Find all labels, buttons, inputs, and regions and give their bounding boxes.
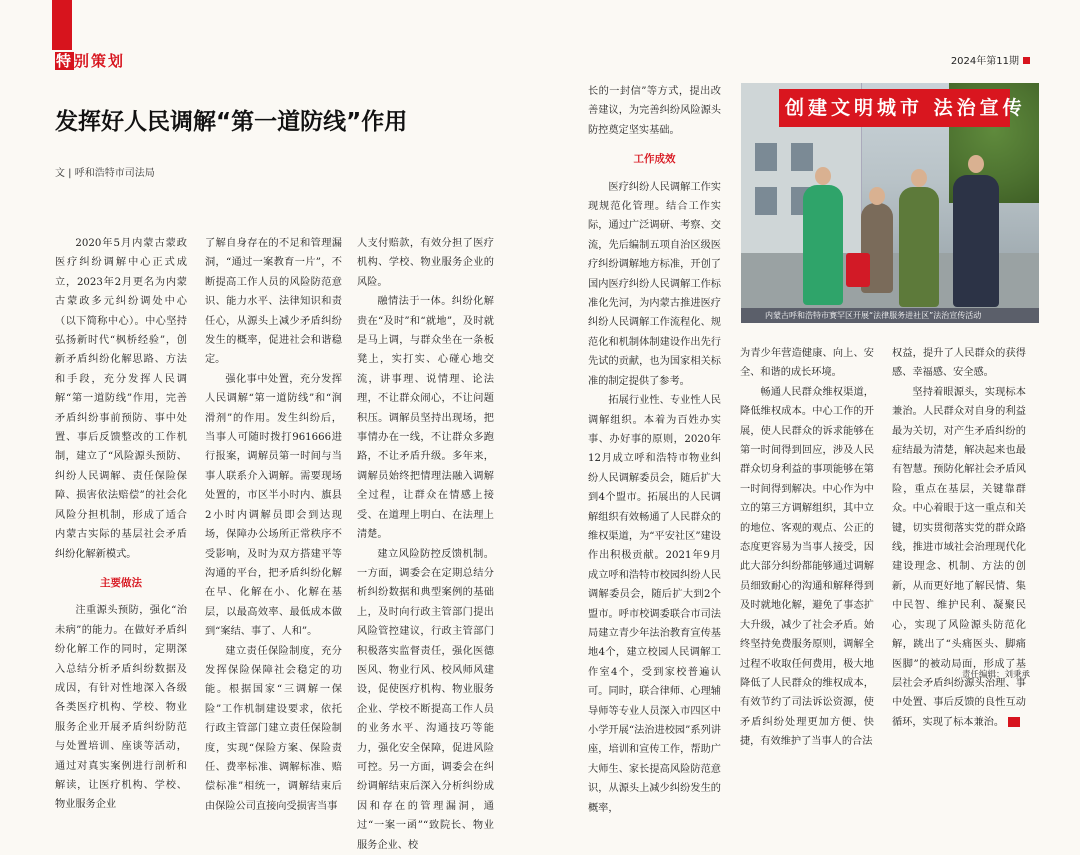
paragraph: 融情法于一体。纠纷化解贵在“及时”和“就地”，及时就是马上调，与群众坐在一条板凳上，实打实、心碰心地交流，讲事理、说情理、论法理，不让群众闹心，不让问题积压。调解员坚持出现场，把事情办在一线，不让群众多跑路，不让矛盾升级。多年来，调解员始终把情理法融入调解全过程，让群众在情感上接受、在道理上明白、在法理上清楚。 bbox=[357, 292, 494, 544]
photo-window bbox=[791, 143, 813, 171]
paragraph: 医疗纠纷人民调解工作实现规范化管理。结合工作实际，通过广泛调研、考察、交流，先后编制五项自治区级医疗纠纷调解地方标准，开创了国内医疗纠纷人民调解工作标准化先河，为内蒙古推进医疗纠纷人民调解工作流程化、规范化和机制体制建设作出先行先试的贡献，也为国家相关标准的制定提供了参考。 bbox=[588, 178, 721, 391]
issue-square-icon bbox=[1023, 57, 1030, 64]
section-label-highlight: 特 bbox=[55, 52, 74, 70]
section-label-rest: 别策划 bbox=[74, 52, 125, 70]
text-column-1 bbox=[55, 234, 187, 686]
responsible-editor: 责任编辑：刘秉承 bbox=[962, 668, 1030, 680]
text-column-3 bbox=[357, 234, 494, 686]
photo-red-bag bbox=[846, 253, 870, 287]
photo-window bbox=[755, 187, 777, 215]
section-label bbox=[55, 50, 125, 71]
text-column-6 bbox=[892, 344, 1026, 644]
photo-person-green bbox=[803, 185, 843, 305]
paragraph: 畅通人民群众维权渠道，降低维权成本。中心工作的开展，使人民群众的诉求能够在第一时间得到回应，涉及人民群众切身利益的事项能够在第一时间得到解决。中心作为中立的第三方调解组织，其中立的地位、客观的观点、公正的态度更容易为当事人接受，因此大部分纠纷都能够通过调解员细致耐心的沟通和解释得到及时就地化解，避免了事态扩大升级，减少了社会矛盾。始终坚持免费服务原则，调解全过程不收取任何费用，极大地降低了人民群众的维权成本，有效节约了司法诉讼资源，使矛盾纠纷处理更加方便、快捷，有效维护了当事人的合法 bbox=[740, 383, 874, 752]
paragraph: 注重源头预防，强化“治未病”的能力。在做好矛盾纠纷化解工作的同时，定期深入总结分析矛盾纠纷数据及成因，有针对性地深入各级各类医疗机构、学校、物业服务企业开展矛盾纠纷防范与处置培训、座谈等活动，通过对真实案例进行剖析和解读，让医疗机构、学校、物业服务企业 bbox=[55, 601, 187, 814]
photo-caption: 内蒙古呼和浩特市赛罕区开展“法律服务进社区”法治宣传活动 bbox=[741, 308, 1039, 323]
end-mark-icon bbox=[1008, 717, 1020, 727]
paragraph: 长的一封信”等方式，提出改善建议，为完善纠纷风险源头防控奠定坚实基础。 bbox=[588, 82, 721, 140]
article-byline: 文 | 呼和浩特市司法局 bbox=[55, 164, 155, 179]
photo-person-suit bbox=[953, 175, 999, 307]
paragraph: 拓展行业性、专业性人民调解组织。本着为百姓办实事、办好事的原则，2020年12月成立呼和浩特市物业纠纷人民调解委员会，随后扩大到4个盟市。拓展出的人民调解组织有效畅通了人民群众的维权渠道，为“平安社区”建设作出积极贡献。2021年9月成立呼和浩特市校园纠纷人民调解委员会，随后扩大到2个盟市。呼市校调委联合市司法局建立青少年法治教育宣传基地4个，建立校园人民调解工作室4个，受到家校普遍认可。同时，联合律师、心理辅导师等专业人员深入市四区中小学开展“法治进校园”系列讲座，培训和宣传工作，帮助广大师生、家长提高风险防范意识，从源头上减少纠纷发生的概率， bbox=[588, 391, 721, 818]
photo-person-head bbox=[968, 155, 984, 173]
paragraph: 强化事中处置，充分发挥人民调解“第一道防线”和“润滑剂”的作用。发生纠纷后，当事人可随时拨打961666进行报案，调解员第一时间与当事人联系介入调解。需要现场处置的，市区半小时内、旗县2小时内调解员即会到达现场，保障办公场所正常秩序不受影响，及时为双方搭建平等沟通的平台，把矛盾纠纷化解在早、化解在小、化解在基层，以最高效率、最低成本做到“案结、事了、人和”。 bbox=[205, 370, 342, 642]
subheading-work-results: 工作成效 bbox=[588, 150, 721, 169]
text-column-2 bbox=[205, 234, 342, 686]
issue-number-text: 2024年第11期 bbox=[951, 56, 1019, 67]
paragraph: 权益，提升了人民群众的获得感、幸福感、安全感。 bbox=[892, 344, 1026, 383]
paragraph: 了解自身存在的不足和管理漏洞，“通过一案教育一片”，不断提高工作人员的风险防范意识、能力水平、法律知识和责任心，从源头上减少矛盾纠纷发生的概率，促进社会和谐稳定。 bbox=[205, 234, 342, 370]
paragraph: 建立责任保险制度，充分发挥保险保障社会稳定的功能。根据国家“三调解一保险”工作机制建设要求，依托行政主管部门建立责任保险制度，实现“保险方案、保险责任、费率标准、调解标准、赔偿标准”相统一，调解结束后由保险公司直接向受损害当事 bbox=[205, 642, 342, 817]
photo-person-head bbox=[869, 187, 885, 205]
article-photo bbox=[741, 83, 1039, 323]
photo-banner: 创建文明城市 法治宣传 bbox=[779, 89, 1010, 127]
text-column-5 bbox=[740, 344, 874, 686]
text-column-4 bbox=[588, 82, 721, 686]
paragraph: 2020年5月内蒙古蒙政医疗纠纷调解中心正式成立，2023年2月更名为内蒙古蒙政多元纠纷调处中心（以下简称中心）。中心坚持弘扬新时代“枫桥经验”，创新矛盾纠纷化解思路、方法和手段，充分发挥人民调解“第一道防线”作用，完善矛盾纠纷事前预防、事中处置、事后反馈整改的工作机制，建立了“风险源头预防、纠纷人民调解、责任保险保障、损害依法赔偿”的社会化风险分担机制，形成了适合内蒙古实际的基层社会矛盾纠纷化解新模式。 bbox=[55, 234, 187, 564]
issue-number bbox=[951, 52, 1030, 67]
photo-person-head bbox=[815, 167, 831, 185]
photo-person-head bbox=[911, 169, 927, 187]
paragraph: 建立风险防控反馈机制。一方面，调委会在定期总结分析纠纷数据和典型案例的基础上，及时向行政主管部门提出风险管控建议，行政主管部门积极落实监督责任，强化医德医风、物业行风、校风师风建设，促使医疗机构、物业服务企业、学校不断提高工作人员的业务水平、沟通技巧等能力，强化安全保障，促进风险可控。另一方面，调委会在纠纷调解结束后深入分析纠纷成因和存在的管理漏洞，通过“一案一函”“致院长、物业服务企业、校 bbox=[357, 545, 494, 855]
paragraph: 人支付赔款，有效分担了医疗机构、学校、物业服务企业的风险。 bbox=[357, 234, 494, 292]
article-title: 发挥好人民调解“第一道防线”作用 bbox=[55, 103, 407, 136]
photo-person-elder bbox=[899, 187, 939, 307]
subheading-main-practices: 主要做法 bbox=[55, 574, 187, 593]
photo-window bbox=[755, 143, 777, 171]
paragraph: 为青少年营造健康、向上、安全、和谐的成长环境。 bbox=[740, 344, 874, 383]
header-red-bar bbox=[52, 0, 72, 50]
paragraph-text: 坚持着眼源头，实现标本兼治。人民群众对自身的利益最为关切，对产生矛盾纠纷的症结最为清楚，解决起来也最有智慧。预防化解社会矛盾风险，重点在基层，关键靠群众。中心着眼于这一重点和关键，切实贯彻落实党的群众路线，推进市域社会治理现代化建设理念、机制、方法的创新，从而更好地了解民情、集中民智、维护民利、凝聚民心，实现了风险源头防范化解，跳出了“头痛医头、脚痛医脚”的被动局面，形成了基层社会矛盾纠纷源头治理、事中处置、事后反馈的良性互动循环，实现了标本兼治。 bbox=[892, 387, 1026, 728]
